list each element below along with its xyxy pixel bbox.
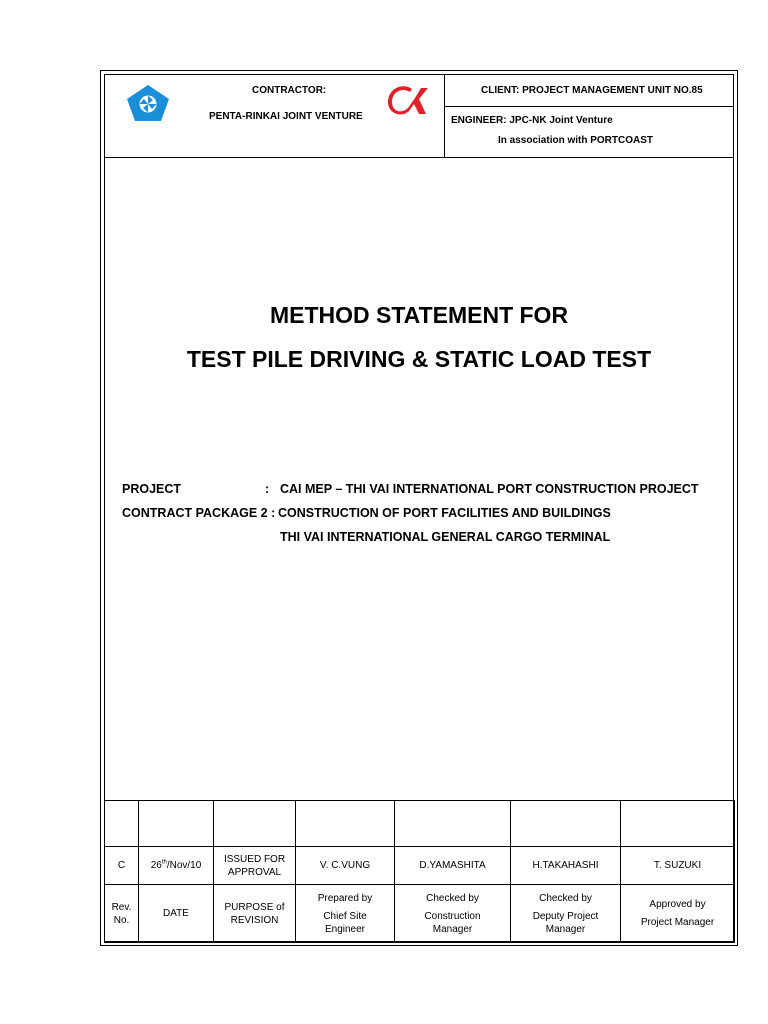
project-label: PROJECT	[122, 482, 182, 496]
pentagon-logo-icon	[125, 83, 171, 123]
approved-by-name: T. SUZUKI	[621, 847, 735, 885]
engineer-association: In association with PORTCOAST	[498, 135, 654, 146]
client-text: CLIENT: PROJECT MANAGEMENT UNIT NO.85	[481, 85, 703, 96]
contractor-name: PENTA-RINKAI JOINT VENTURE	[209, 111, 363, 122]
empty-cell	[214, 801, 296, 847]
empty-cell	[395, 801, 511, 847]
contract-package-value-2: THI VAI INTERNATIONAL GENERAL CARGO TERMINAL	[280, 530, 611, 544]
rinkai-alpha-logo-icon	[388, 84, 430, 118]
revision-header-row	[105, 885, 735, 943]
prepared-by-header: Prepared by Chief Site Engineer	[296, 885, 395, 943]
project-colon: :	[265, 482, 270, 496]
purpose-header: PURPOSE of REVISION	[214, 885, 296, 943]
empty-cell	[296, 801, 395, 847]
revision-row	[105, 847, 735, 885]
approved-by-header: Approved by Project Manager	[621, 885, 735, 943]
title-block-header	[104, 74, 734, 158]
revision-table	[104, 800, 735, 943]
checked-by-name-2: H.TAKAHASHI	[511, 847, 621, 885]
checked-by-header-1: Checked by Construction Manager	[395, 885, 511, 943]
engineer-text: ENGINEER: JPC-NK Joint Venture	[451, 115, 613, 126]
checked-by-header-2: Checked by Deputy Project Manager	[511, 885, 621, 943]
revision-empty-row	[105, 801, 735, 847]
header-divider	[444, 74, 445, 158]
document-title-line1: METHOD STATEMENT FOR	[269, 302, 569, 328]
document-title-line2: TEST PILE DRIVING & STATIC LOAD TEST	[186, 346, 652, 372]
empty-cell	[105, 801, 139, 847]
empty-cell	[621, 801, 735, 847]
rev-no-header: Rev. No.	[105, 885, 139, 943]
date-header: DATE	[139, 885, 214, 943]
empty-cell	[139, 801, 214, 847]
project-value: CAI MEP – THI VAI INTERNATIONAL PORT CONSTRUCTION PROJECT	[280, 482, 699, 496]
client-divider	[445, 106, 734, 107]
cover-body	[104, 158, 734, 800]
contract-package-value: CONSTRUCTION OF PORT FACILITIES AND BUILDINGS	[278, 506, 611, 520]
date-cell: 26th/Nov/10	[139, 847, 214, 885]
rev-no-cell: C	[105, 847, 139, 885]
prepared-by-name: V. C.VUNG	[296, 847, 395, 885]
contractor-label: CONTRACTOR:	[252, 85, 327, 96]
purpose-cell: ISSUED FOR APPROVAL	[214, 847, 296, 885]
empty-cell	[511, 801, 621, 847]
contract-package-label: CONTRACT PACKAGE 2 :	[122, 506, 276, 520]
checked-by-name-1: D.YAMASHITA	[395, 847, 511, 885]
